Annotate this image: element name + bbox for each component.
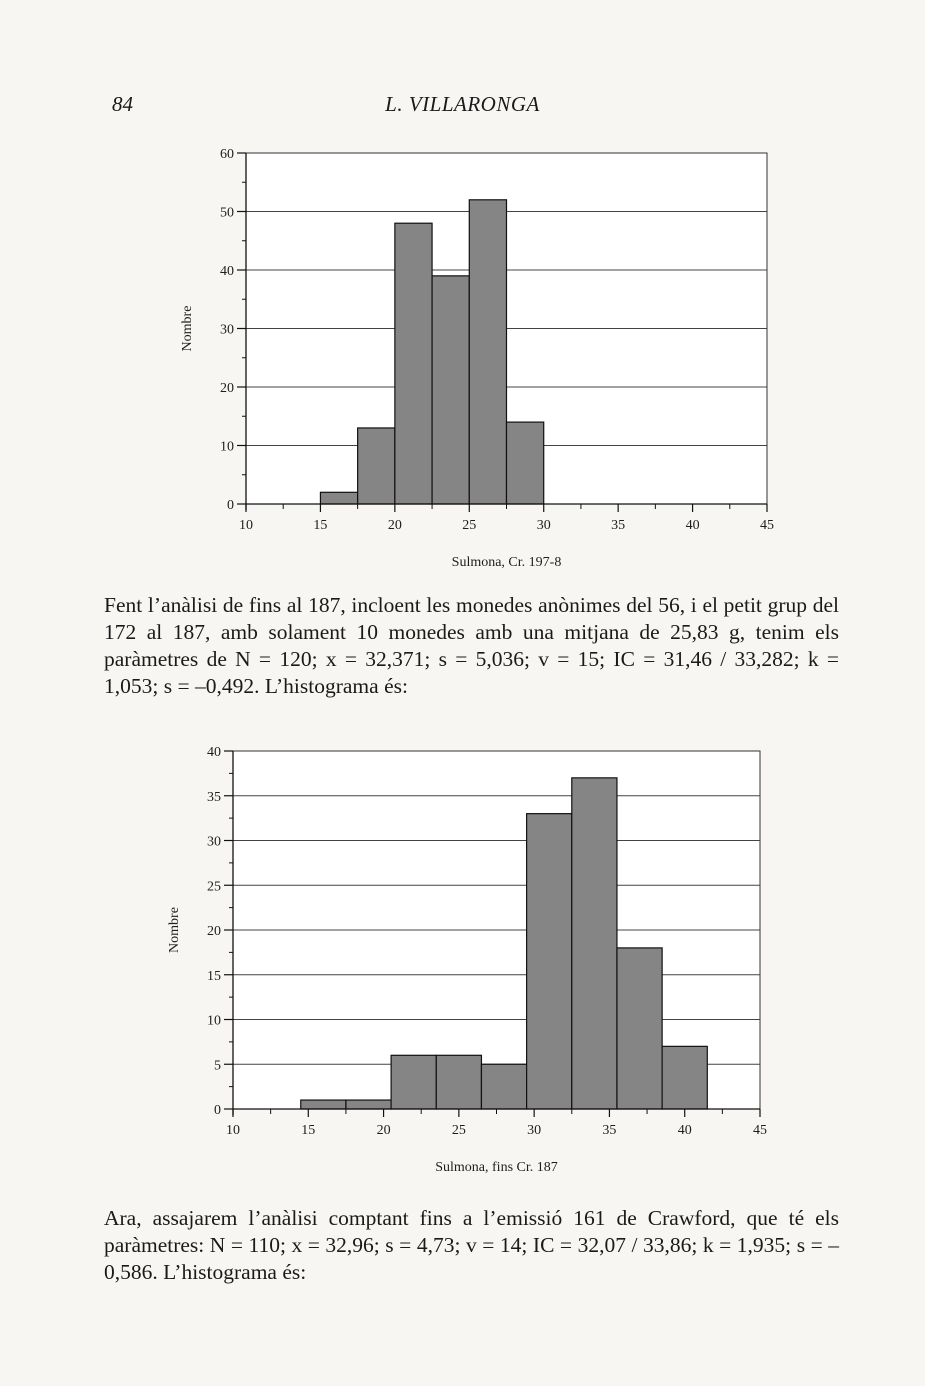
y-tick-label: 40 [207, 745, 221, 760]
y-axis-title: Nombre [180, 305, 195, 352]
x-tick-label: 15 [313, 518, 328, 533]
x-tick-label: 15 [301, 1123, 316, 1138]
y-tick-label: 20 [207, 924, 221, 939]
page-number: 84 [112, 92, 133, 116]
x-tick-label: 40 [677, 1123, 692, 1138]
y-tick-label: 20 [220, 381, 234, 396]
y-tick-label: 40 [220, 264, 234, 279]
y-tick-label: 35 [207, 789, 221, 805]
y-axis-title: Nombre [167, 907, 182, 953]
y-tick-label: 10 [207, 1013, 221, 1029]
y-tick-label: 0 [227, 498, 234, 513]
histogram-2-svg [0, 738, 925, 1178]
histogram-bar [301, 1100, 346, 1109]
y-tick-label: 10 [220, 439, 234, 455]
x-axis-title: Sulmona, fins Cr. 187 [435, 1160, 558, 1175]
paragraph-2: Ara, assajarem l’anàlisi comptant fins a l’emissió 161 de Crawford, que té els paràmetres: N = 110; x = 32,96; s = 4,73; v = 14; IC = 32,07 / 33,86; k = 1,935; s = –0,586. L’histograma és: [104, 1206, 839, 1284]
running-head [0, 92, 925, 122]
y-tick-label: 60 [220, 147, 234, 162]
x-tick-label: 25 [462, 518, 477, 533]
x-tick-label: 45 [753, 1123, 767, 1138]
paragraph-1: Fent l’anàlisi de fins al 187, incloent les monedes anònimes del 56, i el petit grup del 172 al 187, amb solament 10 monedes amb una mitjana de 25,83 g, tenim els paràmetres de N = 120; x = 32,371; s = 5,036; v = 15; IC = 31,46 / 33,282; k = 1,053; s = –0,492. L’histograma és: [104, 593, 839, 698]
x-tick-label: 35 [611, 518, 626, 533]
y-tick-label: 50 [220, 205, 234, 221]
histogram-bar [395, 223, 432, 504]
histogram-bar [507, 422, 544, 504]
y-tick-label: 30 [207, 834, 221, 850]
histogram-bar [572, 778, 617, 1109]
x-tick-label: 20 [376, 1123, 391, 1138]
x-tick-label: 45 [760, 518, 774, 533]
y-tick-label: 0 [214, 1103, 221, 1118]
y-tick-label: 15 [207, 968, 221, 984]
running-title: L. VILLARONGA [385, 92, 540, 116]
x-axis-title: Sulmona, Cr. 197-8 [451, 555, 562, 570]
histogram-bar [481, 1064, 526, 1109]
histogram-bar [391, 1055, 436, 1109]
x-tick-label: 35 [602, 1123, 617, 1138]
x-tick-label: 10 [226, 1123, 240, 1138]
histogram-bar [346, 1100, 391, 1109]
x-tick-label: 20 [387, 518, 402, 533]
x-tick-label: 40 [685, 518, 700, 533]
histogram-1-svg [0, 140, 925, 580]
y-tick-label: 5 [214, 1058, 221, 1074]
x-tick-label: 30 [536, 518, 551, 533]
y-tick-label: 25 [207, 879, 221, 895]
histogram-bar [320, 492, 357, 504]
histogram-bar [617, 948, 662, 1109]
histogram-bar [432, 276, 469, 504]
histogram-bar [469, 200, 506, 504]
histogram-bar [358, 428, 395, 504]
histogram-bar [436, 1055, 481, 1109]
histogram-sulmona-cr-197-8 [0, 140, 925, 580]
x-tick-label: 10 [239, 518, 253, 533]
y-tick-label: 30 [220, 322, 234, 338]
histogram-bar [662, 1046, 707, 1109]
histogram-sulmona-fins-cr-187 [0, 738, 925, 1178]
x-tick-label: 30 [527, 1123, 542, 1138]
histogram-bar [527, 814, 572, 1109]
x-tick-label: 25 [451, 1123, 466, 1138]
